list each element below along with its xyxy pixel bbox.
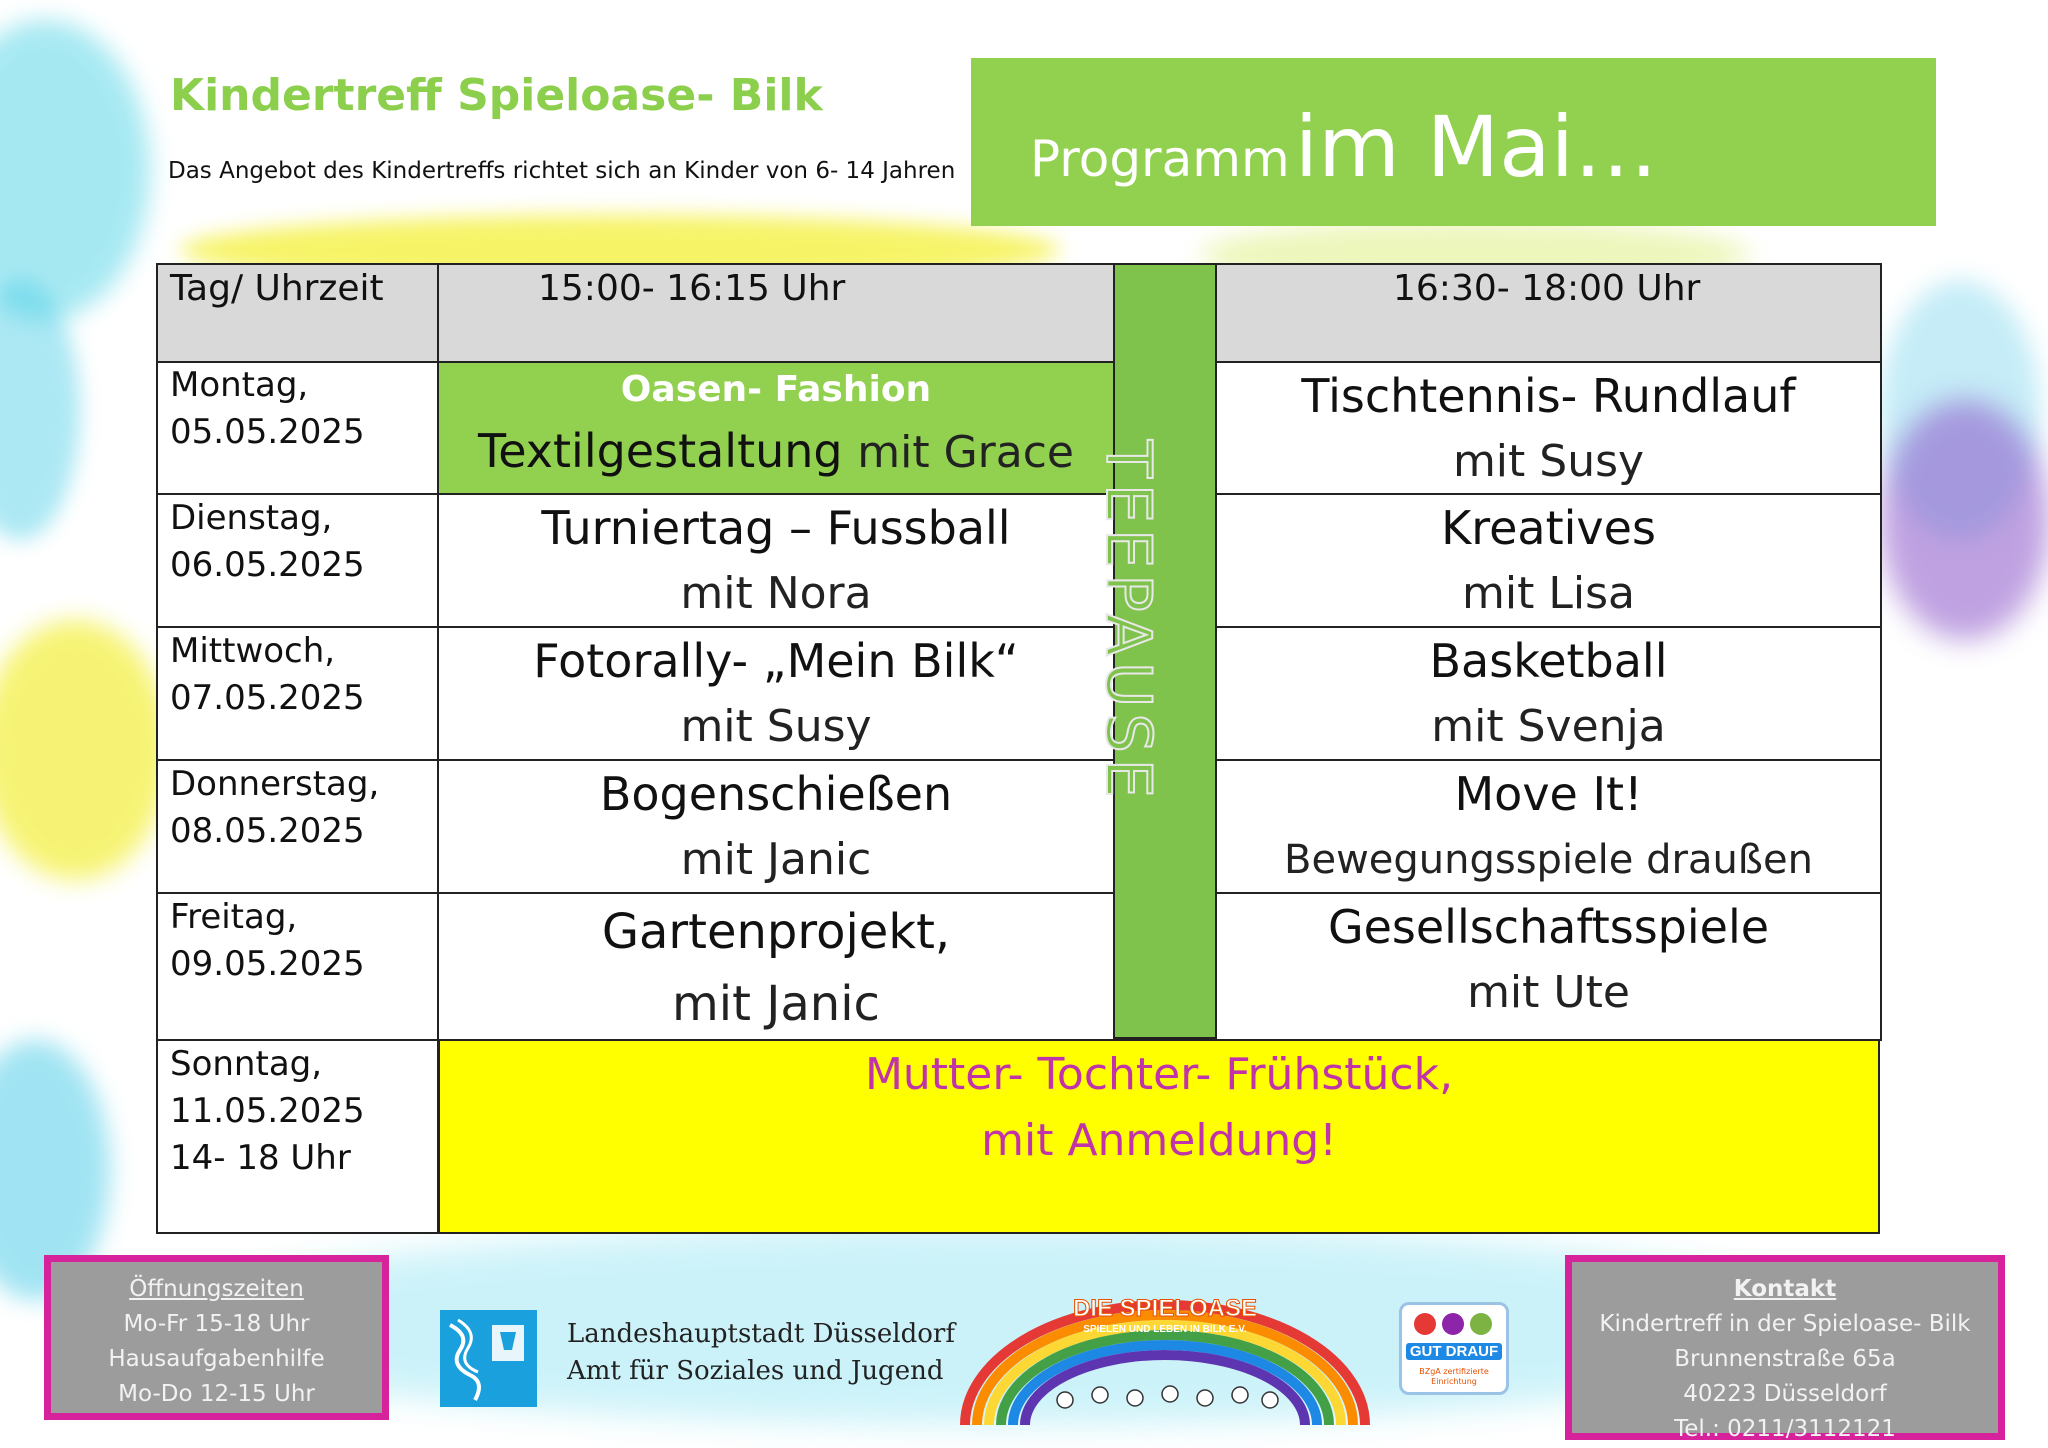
opening-hours-line: Hausaufgabenhilfe — [108, 1346, 325, 1372]
contact-phone: Tel.: 0211/3112121 — [1674, 1416, 1896, 1442]
page-title: Kindertreff Spieloase- Bilk — [170, 70, 823, 121]
duesseldorf-logo — [440, 1310, 537, 1407]
break-label: TEEPAUSE — [1092, 440, 1165, 804]
activity-title: Turniertag – Fussball — [541, 501, 1011, 555]
program-label: Programm — [1030, 130, 1290, 188]
activity-leader: Bewegungsspiele draußen — [1284, 837, 1813, 883]
activity-title: Kreatives — [1441, 501, 1656, 555]
activity-tag: Oasen- Fashion — [620, 369, 932, 410]
opening-hours-title: Öffnungszeiten — [129, 1276, 304, 1302]
day-label: Sonntag, 11.05.2025 14- 18 Uhr — [170, 1044, 365, 1178]
day-label: Mittwoch, 07.05.2025 — [170, 631, 365, 718]
activity-title: Bogenschießen — [599, 767, 953, 821]
activity-title: Gesellschaftsspiele — [1327, 900, 1770, 954]
city-department: Amt für Soziales und Jugend — [567, 1356, 944, 1386]
watercolor-blob — [0, 620, 170, 880]
gut-drauf-label: GUT DRAUF — [1406, 1343, 1502, 1360]
spieloase-logo-name: DIE SPIELOASE — [1072, 1295, 1258, 1322]
day-label: Freitag, 09.05.2025 — [170, 897, 365, 984]
activity-leader: mit Lisa — [1462, 568, 1635, 619]
header-slot2-label: 16:30- 18:00 Uhr — [1393, 268, 1701, 309]
activity-title: Basketball — [1429, 634, 1668, 688]
opening-hours-box — [44, 1255, 389, 1420]
activity-leader: mit Ute — [1467, 967, 1630, 1018]
watercolor-blob — [0, 20, 150, 320]
watercolor-blob — [1880, 400, 2048, 640]
activity-title: Gartenprojekt, — [601, 904, 951, 960]
spieloase-logo-tagline: SPIELEN UND LEBEN IN BILK E.V. — [1083, 1324, 1247, 1335]
sunday-event-line2: mit Anmeldung! — [981, 1115, 1337, 1166]
contact-line: Kindertreff in der Spieloase- Bilk — [1599, 1311, 1971, 1337]
bike-icon — [1414, 1313, 1436, 1335]
page-subtitle: Das Angebot des Kindertreffs richtet sich an Kinder von 6- 14 Jahren — [168, 158, 956, 184]
activity-leader: mit Janic — [680, 834, 872, 885]
day-label: Donnerstag, 08.05.2025 — [170, 764, 380, 851]
activity-leader: mit Svenja — [1431, 701, 1666, 752]
program-banner — [971, 58, 1936, 226]
city-name: Landeshauptstadt Düsseldorf — [567, 1319, 955, 1349]
program-month: im Mai… — [1294, 98, 1658, 196]
gut-drauf-tagline: BZgA zertifizierte Einrichtung — [1419, 1367, 1489, 1386]
contact-line: Brunnenstraße 65a — [1674, 1346, 1896, 1372]
duesseldorf-logo-graphic — [440, 1310, 537, 1407]
spieloase-logo — [955, 1290, 1375, 1430]
header-slot1-label: 15:00- 16:15 Uhr — [538, 268, 846, 309]
activity-leader: mit Susy — [680, 701, 872, 752]
activity-title: Tischtennis- Rundlauf — [1301, 369, 1796, 423]
day-label: Dienstag, 06.05.2025 — [170, 498, 365, 585]
opening-hours-line: Mo-Do 12-15 Uhr — [118, 1381, 315, 1407]
activity-title: Textilgestaltung — [478, 424, 843, 478]
header-day-label: Tag/ Uhrzeit — [170, 268, 384, 309]
day-label: Montag, 05.05.2025 — [170, 365, 365, 452]
activity-leader: mit Janic — [672, 976, 880, 1032]
sunday-event-line1: Mutter- Tochter- Frühstück, — [864, 1049, 1454, 1100]
apple-icon — [1470, 1313, 1492, 1335]
activity-leader: mit Nora — [680, 568, 872, 619]
activity-leader: mit Susy — [1452, 436, 1645, 487]
contact-line: 40223 Düsseldorf — [1683, 1381, 1887, 1407]
opening-hours-line: Mo-Fr 15-18 Uhr — [123, 1311, 310, 1337]
activity-title: Move It! — [1454, 767, 1643, 821]
yin-yang-icon — [1442, 1313, 1464, 1335]
activity-leader: mit Grace — [857, 427, 1074, 478]
activity-title: Fotorally- „Mein Bilk“ — [533, 634, 1019, 688]
watercolor-blob — [0, 280, 80, 540]
gut-drauf-logo — [1399, 1302, 1509, 1395]
contact-title: Kontakt — [1733, 1276, 1837, 1302]
contact-box — [1565, 1255, 2005, 1440]
